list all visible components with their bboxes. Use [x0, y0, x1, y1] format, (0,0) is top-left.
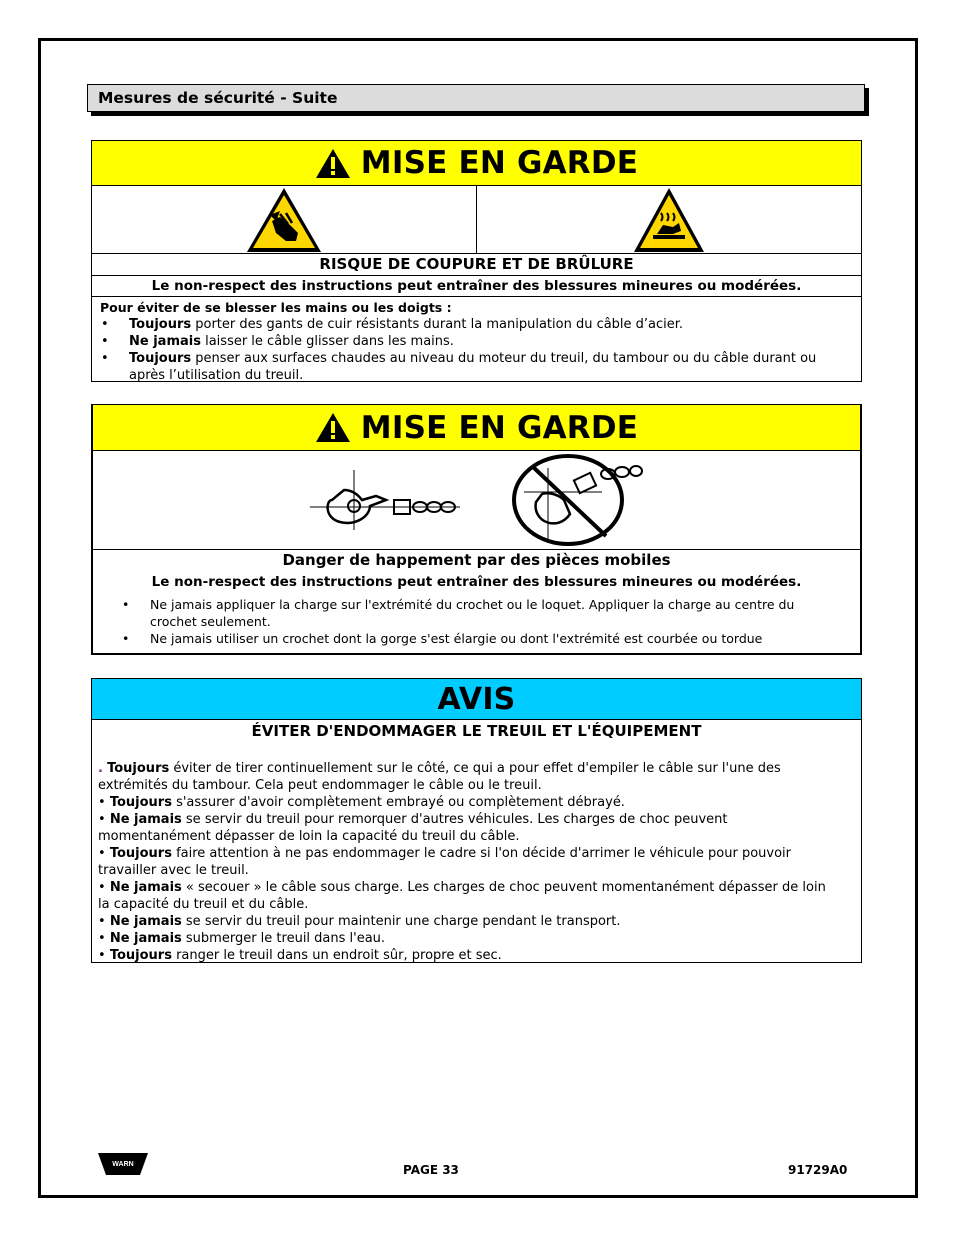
warn-logo	[98, 1153, 148, 1175]
list-item: • Toujours ranger le treuil dans un endroit sûr, propre et sec.	[98, 948, 502, 963]
hazard-title: RISQUE DE COUPURE ET DE BRÛLURE	[92, 254, 861, 276]
list-item: • Ne jamais utiliser un crochet dont la gorge s'est élargie ou dont l'extrémité est courbée ou tordue	[121, 630, 838, 647]
list-item: . Toujours éviter de tirer continuellement sur le côté, ce qui a pour effet d'empiler le câble sur l'une des extrémités du tambour. Cela peut endommager le câble ou le treuil.	[98, 761, 781, 793]
warning-triangle-icon	[315, 412, 351, 443]
list-item: • Toujours s'assurer d'avoir complètement embrayé ou complètement débrayé.	[98, 795, 625, 810]
hazard-icons-row	[92, 186, 861, 254]
notice-banner	[92, 679, 861, 720]
section-title: Mesures de sécurité - Suite	[98, 89, 338, 107]
list-item: • Ne jamais se servir du treuil pour remorquer d'autres véhicules. Les charges de choc peuvent momentanément dépasser de loin la capacité du treuil du câble.	[98, 812, 728, 844]
notice-box	[91, 678, 862, 963]
hand-cut-hazard-icon	[246, 187, 322, 253]
hook-illustrations-row	[93, 451, 860, 550]
list-item: • Ne jamais « secouer » le câble sous charge. Les charges de choc peuvent momentanément dépasser de loin la capacité du treuil et du câble.	[98, 880, 826, 912]
page-number: PAGE 33	[403, 1163, 459, 1177]
notice-title: ÉVITER D'ENDOMMAGER LE TREUIL ET L'ÉQUIPEMENT	[251, 722, 702, 740]
document-number: 91729A0	[788, 1163, 848, 1177]
list-item: • Ne jamais se servir du treuil pour maintenir une charge pendant le transport.	[98, 914, 621, 929]
correct-hook-load-icon	[310, 470, 462, 530]
instructions	[93, 594, 860, 649]
warning-box-moving-parts	[91, 404, 862, 655]
warn-logo-icon	[98, 1153, 148, 1175]
hot-surface-hazard-icon	[633, 187, 705, 253]
list-item: • Ne jamais submerger le treuil dans l'eau.	[98, 931, 386, 946]
list-item: • Ne jamais appliquer la charge sur l'extrémité du crochet ou le loquet. Appliquer la charge au centre du crochet seulement.	[121, 596, 838, 630]
incorrect-hook-load-prohibited-icon	[512, 454, 644, 546]
warning-banner	[92, 141, 861, 186]
svg-text:WARN: WARN	[112, 1161, 134, 1168]
instruction-list	[100, 316, 853, 384]
warning-banner-text: MISE EN GARDE	[360, 409, 639, 446]
warning-banner-text: MISE EN GARDE	[360, 145, 639, 181]
hazard-title: Danger de happement par des pièces mobiles	[282, 551, 671, 569]
consequence-text: Le non-respect des instructions peut entraîner des blessures mineures ou modérées.	[151, 574, 802, 590]
instruction-list	[121, 596, 838, 647]
warning-box-cut-burn	[91, 140, 862, 382]
instructions	[92, 297, 861, 386]
list-item: • Toujours porter des gants de cuir résistants durant la manipulation du câble d’acier.	[100, 316, 853, 333]
consequence-text: Le non-respect des instructions peut entraîner des blessures mineures ou modérées.	[92, 276, 861, 297]
instructions-lead: Pour éviter de se blesser les mains ou les doigts :	[100, 300, 452, 315]
notice-instructions	[92, 742, 861, 964]
list-item: • Ne jamais laisser le câble glisser dans les mains.	[100, 333, 853, 350]
section-header	[87, 84, 865, 112]
list-item: • Toujours faire attention à ne pas endommager le cadre si l'on décide d'arrimer le véhicule pour pouvoir travailler avec le treuil.	[98, 846, 792, 878]
warning-triangle-icon	[315, 148, 351, 179]
warning-banner	[93, 405, 860, 451]
notice-banner-text: AVIS	[437, 681, 516, 717]
list-item: • Toujours penser aux surfaces chaudes au niveau du moteur du treuil, du tambour ou du câble durant ou après l’utilisation du treuil.	[100, 350, 853, 384]
